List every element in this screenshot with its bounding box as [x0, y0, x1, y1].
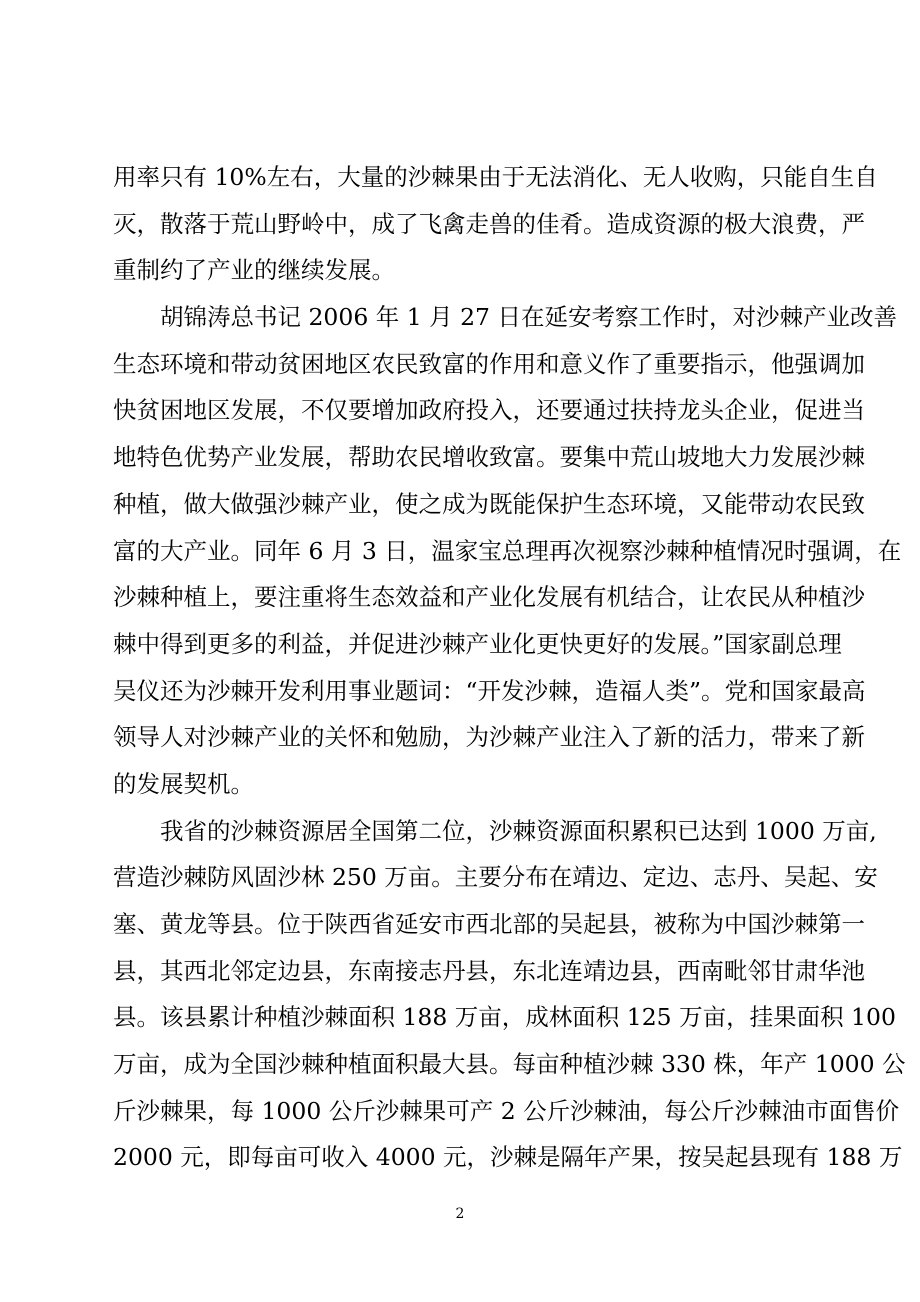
text-line: 胡锦涛总书记 2006 年 1 月 27 日在延安考察工作时，对沙棘产业改善	[160, 303, 897, 332]
text-line: 2000 元，即每亩可收入 4000 元，沙棘是隔年产果，按吴起县现有 188 万	[113, 1143, 903, 1172]
text-line: 塞、黄龙等县。位于陕西省延安市西北部的吴起县，被称为中国沙棘第一	[113, 910, 865, 938]
text-line: 吴仪还为沙棘开发利用事业题词：“开发沙棘，造福人类”。党和国家最高	[113, 676, 866, 705]
paragraph-p3	[113, 808, 906, 1182]
text-line: 万亩，成为全国沙棘种植面积最大县。每亩种植沙棘 330 株，年产 1000 公	[113, 1050, 906, 1079]
text-line: 营造沙棘防风固沙林 250 万亩。主要分布在靖边、定边、志丹、吴起、安	[113, 863, 878, 892]
text-line: 的发展契机。	[113, 769, 254, 798]
page-number: 2	[455, 1206, 465, 1222]
text-line: 用率只有 10%左右，大量的沙棘果由于无法消化、无人收购，只能自生自	[113, 163, 878, 191]
text-line: 沙棘种植上，要注重将生态效益和产业化发展有机结合，让农民从种植沙	[113, 583, 865, 612]
text-line: 快贫困地区发展，不仅要增加政府投入，还要通过扶持龙头企业，促进当	[113, 396, 865, 425]
text-line: 种植，做大做强沙棘产业，使之成为既能保护生态环境，又能带动农民致	[113, 489, 865, 518]
text-line: 我省的沙棘资源居全国第二位，沙棘资源面积累积已达到 1000 万亩,	[160, 816, 877, 845]
text-line: 县，其西北邻定边县，东南接志丹县，东北连靖边县，西南毗邻甘肃华池	[113, 956, 865, 985]
paragraph-p1	[113, 154, 878, 294]
text-line: 斤沙棘果，每 1000 公斤沙棘果可产 2 公斤沙棘油，每公斤沙棘油市面售价	[113, 1096, 900, 1125]
text-line: 棘中得到更多的利益，并促进沙棘产业化更快更好的发展。”国家副总理	[113, 629, 842, 658]
text-line: 领导人对沙棘产业的关怀和勉励，为沙棘产业注入了新的活力，带来了新	[113, 723, 865, 752]
text-line: 地特色优势产业发展，帮助农民增收致富。要集中荒山坡地大力发展沙棘	[113, 443, 865, 472]
text-line: 富的大产业。同年 6 月 3 日，温家宝总理再次视察沙棘种植情况时强调，在	[113, 536, 902, 565]
text-line: 县。该县累计种植沙棘面积 188 万亩，成林面积 125 万亩，挂果面积 100	[113, 1003, 896, 1032]
paragraph-p2	[113, 294, 902, 808]
text-line: 灭，散落于荒山野岭中，成了飞禽走兽的佳肴。造成资源的极大浪费，严	[113, 209, 865, 238]
text-line: 生态环境和带动贫困地区农民致富的作用和意义作了重要指示，他强调加	[113, 349, 865, 378]
document-body	[113, 154, 906, 1181]
text-line: 重制约了产业的继续发展。	[113, 256, 395, 285]
